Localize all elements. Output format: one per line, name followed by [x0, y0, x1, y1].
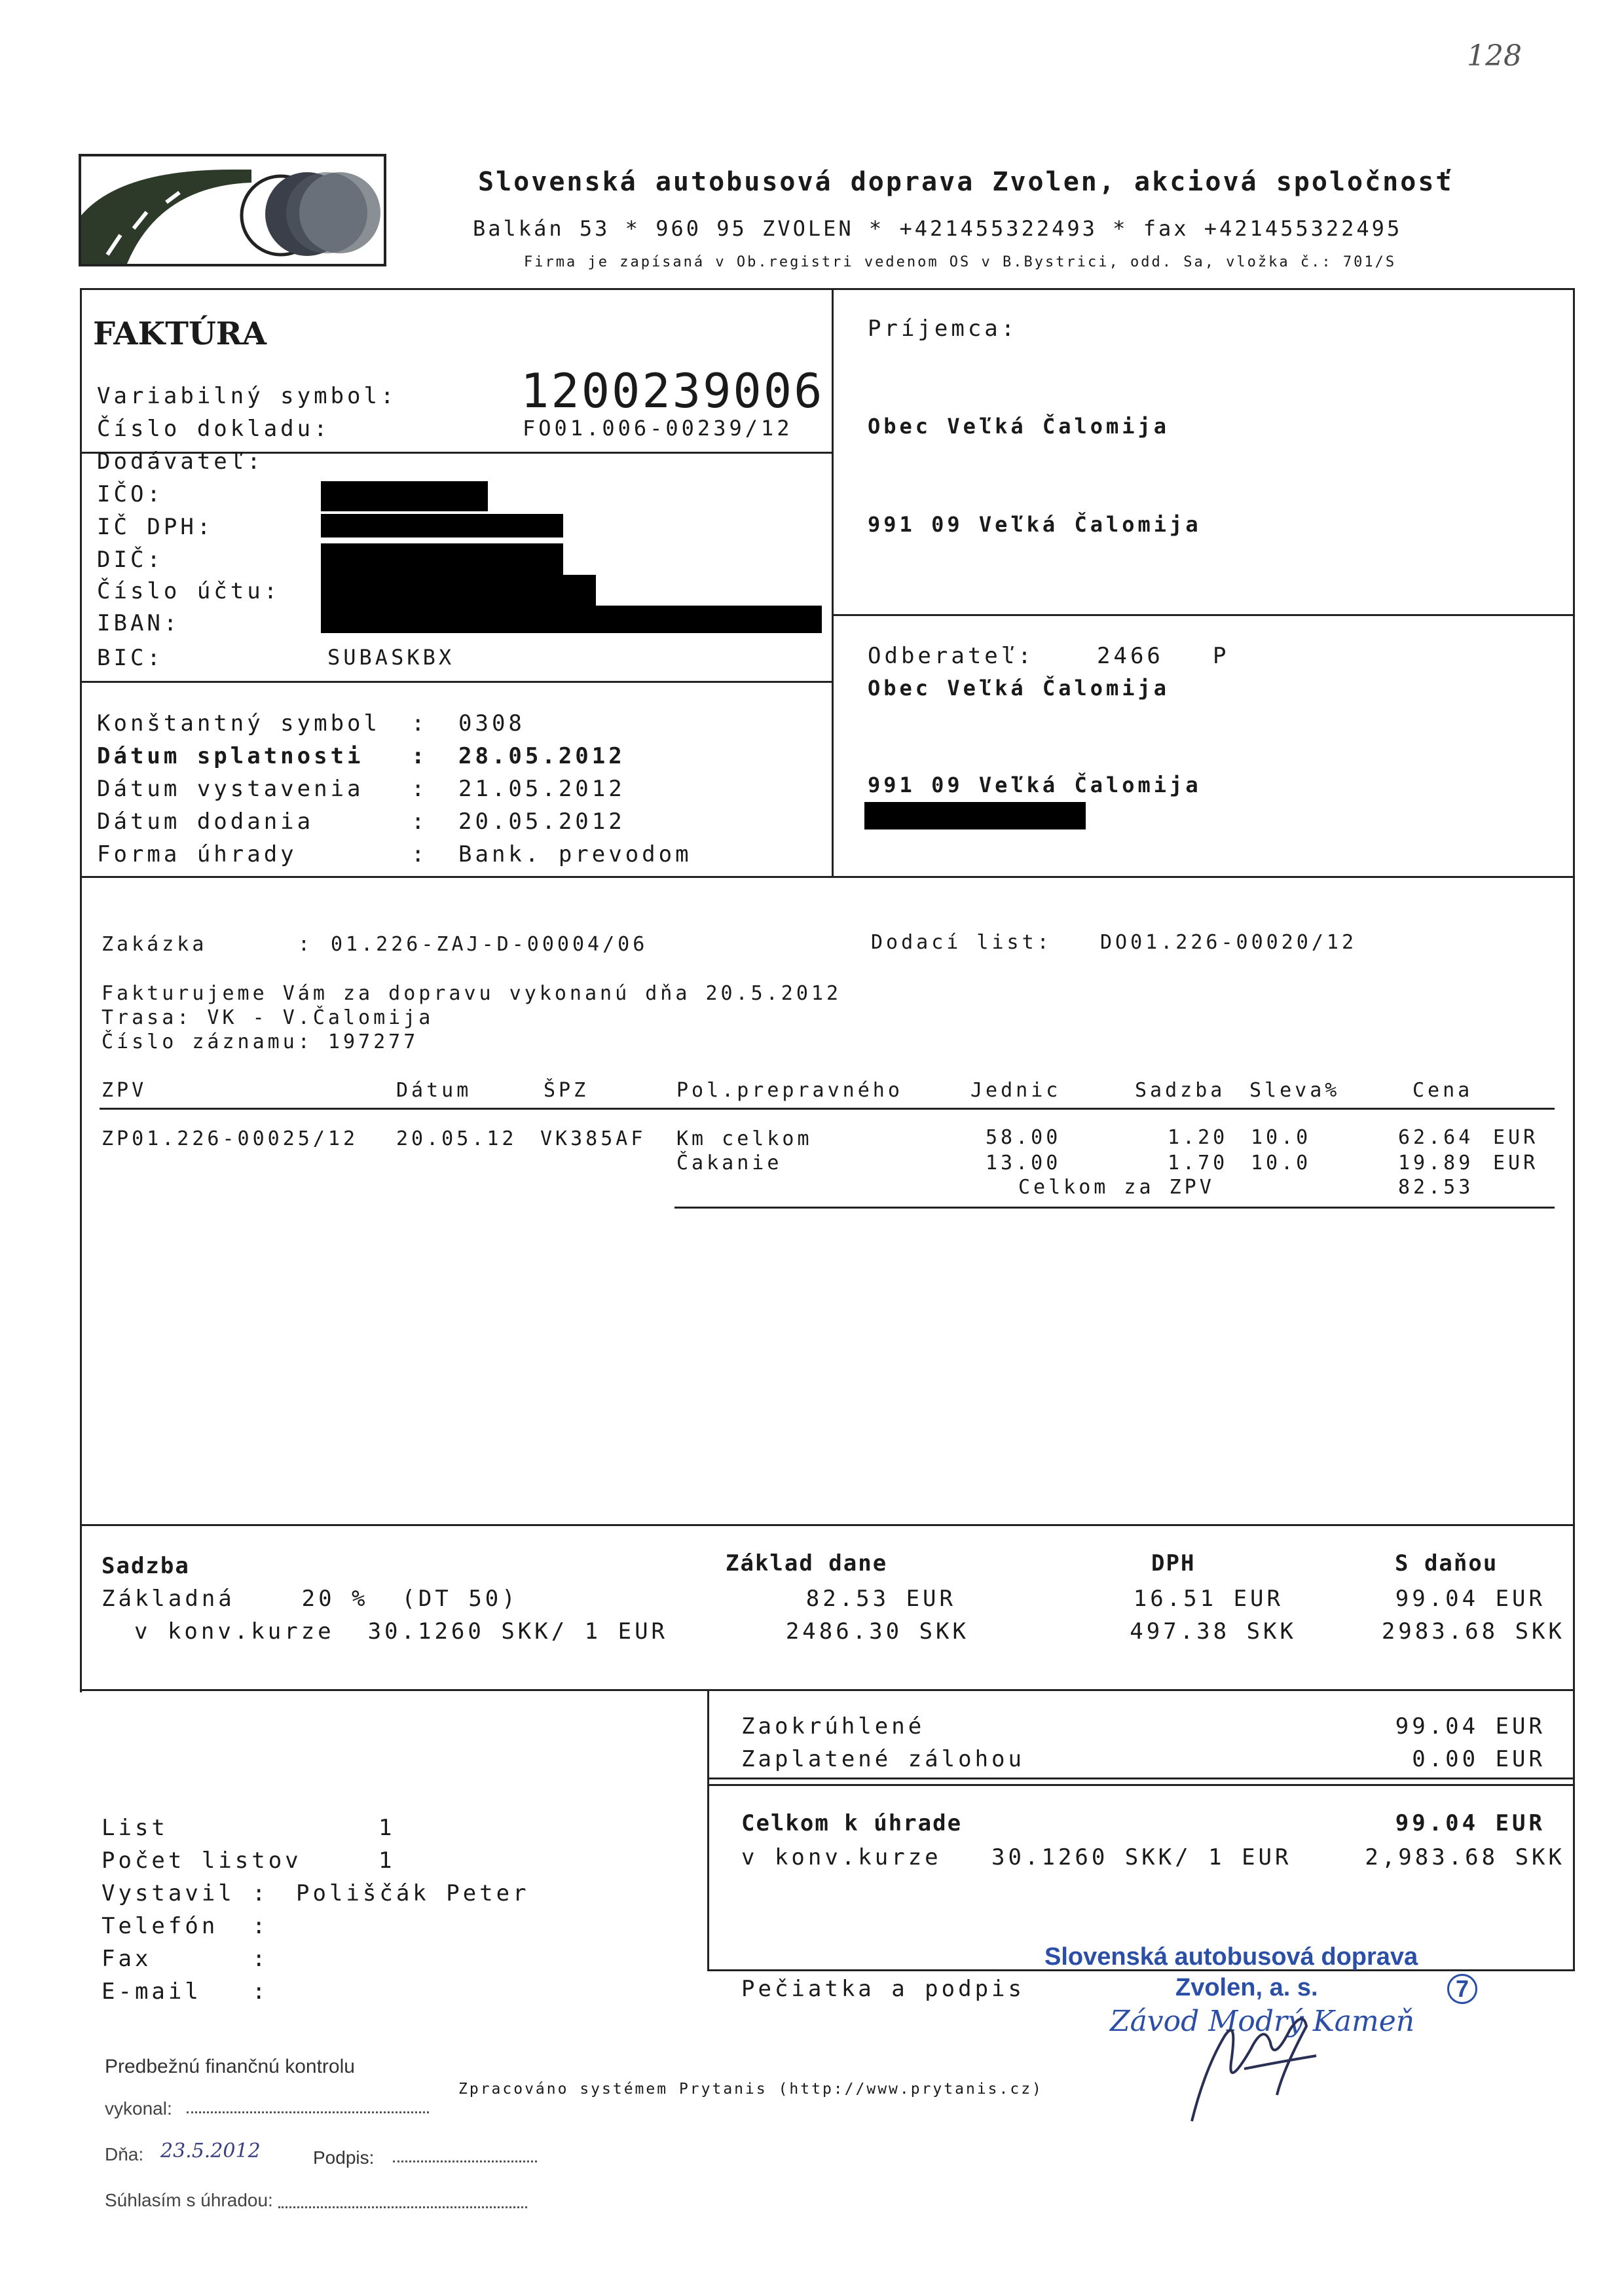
prepaid-label: Zaplatené zálohou	[741, 1746, 1025, 1772]
account-label: Číslo účtu:	[97, 578, 281, 604]
redaction-ico	[321, 481, 488, 511]
bic-value: SUBASKBX	[327, 645, 455, 670]
company-address: Balkán 53 * 960 95 ZVOLEN * +421455322493 * fax +421455322495	[473, 216, 1403, 241]
stamp-line-2: Zvolen, a. s.	[1175, 1974, 1318, 2001]
term-separator: :	[411, 841, 428, 867]
cell-rate: 1.20	[1168, 1126, 1228, 1149]
order-description: Fakturujeme Vám za dopravu vykonanú dňa 20.5.2012	[101, 982, 842, 1005]
doc-number-label: Číslo dokladu:	[97, 416, 331, 442]
cell-date: 20.05.12	[396, 1127, 517, 1150]
subtotal-value: 82.53	[1398, 1176, 1474, 1199]
issued-value: Poliščák Peter	[296, 1880, 530, 1906]
stamp-number: 7	[1447, 1974, 1477, 2004]
cell-rate: 1.70	[1168, 1152, 1228, 1175]
vat-total-eur: 99.04 EUR	[1395, 1586, 1545, 1612]
company-registry: Firma je zapísaná v Ob.registri vedenom OS v B.Bystrici, odd. Sa, vložka č.: 701/S	[524, 254, 1397, 270]
customer-flag: P	[1213, 643, 1230, 669]
vat-dph-header: DPH	[1151, 1550, 1196, 1576]
handwritten-page-number: 128	[1467, 39, 1522, 73]
recipient-address: 991 09 Veľká Čalomija	[868, 512, 1202, 537]
order-value: 01.226-ZAJ-D-00004/06	[331, 933, 648, 956]
ic-dph-label: IČ DPH:	[97, 514, 214, 540]
term-separator: :	[411, 743, 428, 769]
cell-units: 13.00	[986, 1152, 1061, 1175]
phone-label: Telefón	[101, 1913, 219, 1939]
term-value: 0308	[458, 710, 525, 737]
vat-base-header: Základ dane	[726, 1550, 888, 1576]
cell-currency: EUR	[1493, 1126, 1539, 1149]
control-line-4: Súhlasím s úhradou:	[105, 2190, 273, 2210]
recipient-label: Príjemca:	[868, 316, 1018, 342]
prepaid-value: 0.00 EUR	[1412, 1746, 1545, 1772]
customer-label: Odberateľ:	[868, 643, 1035, 669]
subtotal-label: Celkom za ZPV	[1018, 1176, 1215, 1199]
vat-total-skk: 2983.68 SKK	[1381, 1618, 1565, 1645]
cell-item: Km celkom	[676, 1127, 813, 1150]
col-header-date: Dátum	[396, 1079, 472, 1102]
order-route: Trasa: VK - V.Čalomija	[101, 1006, 434, 1029]
cell-item: Čakanie	[676, 1152, 783, 1175]
redaction-iban	[321, 606, 822, 633]
vat-base-skk: 2486.30 SKK	[785, 1618, 969, 1645]
col-header-item: Pol.prepravného	[676, 1079, 903, 1102]
order-separator: :	[298, 933, 314, 956]
col-header-discount: Sleva%	[1249, 1079, 1340, 1102]
term-value-due-date: 28.05.2012	[458, 743, 625, 769]
term-label: Forma úhrady	[97, 841, 297, 867]
due-label: Celkom k úhrade	[741, 1810, 963, 1836]
cell-discount: 10.0	[1251, 1126, 1312, 1149]
col-header-price: Cena	[1412, 1079, 1473, 1102]
cell-discount: 10.0	[1251, 1152, 1312, 1175]
cell-zpv: ZP01.226-00025/12	[101, 1127, 359, 1150]
term-label-due-date: Dátum splatnosti	[97, 743, 364, 769]
vat-total-header: S daňou	[1395, 1550, 1498, 1576]
cell-currency: EUR	[1493, 1152, 1539, 1175]
recipient-name: Obec Veľká Čalomija	[868, 414, 1170, 439]
email-label: E-mail	[101, 1978, 202, 2005]
pages-label: Počet listov	[101, 1848, 302, 1874]
customer-address: 991 09 Veľká Čalomija	[868, 773, 1202, 797]
company-name: Slovenská autobusová doprava Zvolen, akciová spoločnosť	[478, 167, 1454, 197]
control-date-label: Dňa:	[105, 2144, 144, 2164]
variable-symbol-value: 1200239006	[521, 363, 824, 418]
email-separator: :	[252, 1978, 269, 2005]
col-header-rate: Sadzba	[1135, 1079, 1226, 1102]
due-value: 99.04 EUR	[1395, 1810, 1545, 1836]
variable-symbol-label: Variabilný symbol:	[97, 383, 397, 409]
ico-label: IČO:	[97, 481, 164, 507]
redaction-dic	[321, 543, 563, 576]
supplier-label: Dodávateľ:	[97, 448, 264, 475]
cell-price: 19.89	[1398, 1152, 1474, 1175]
control-line-1: Predbežnú finančnú kontrolu	[105, 2056, 355, 2077]
list-label: List	[101, 1815, 168, 1841]
term-separator: :	[411, 809, 428, 835]
redaction-customer	[864, 802, 1086, 829]
control-sign-label: Podpis:	[313, 2147, 375, 2168]
vat-dph-eur: 16.51 EUR	[1133, 1586, 1283, 1612]
cell-price: 62.64	[1398, 1126, 1474, 1149]
col-header-zpv: ZPV	[101, 1079, 147, 1102]
control-date-value: 23.5.2012	[160, 2140, 261, 2162]
term-separator: :	[411, 710, 428, 737]
term-value: 21.05.2012	[458, 776, 625, 802]
cell-units: 58.00	[986, 1126, 1061, 1149]
stamp-signature-label: Pečiatka a podpis	[741, 1976, 1025, 2002]
doc-number-value: FO01.006-00239/12	[523, 416, 793, 441]
issued-separator: :	[252, 1880, 269, 1906]
cell-spz: VK385AF	[540, 1127, 646, 1150]
fax-label: Fax	[101, 1946, 152, 1972]
stamp-line-3: Závod Modrý Kameň	[1110, 2005, 1415, 2038]
list-value: 1	[378, 1815, 396, 1841]
col-header-units: Jednic	[970, 1079, 1061, 1102]
due-conv-label: v konv.kurze 30.1260 SKK/ 1 EUR	[741, 1844, 1292, 1870]
term-label: Dátum vystavenia	[97, 776, 364, 802]
fax-separator: :	[252, 1946, 269, 1972]
issued-label: Vystavil	[101, 1880, 235, 1906]
due-conv-value: 2,983.68 SKK	[1365, 1844, 1565, 1870]
col-header-spz: ŠPZ	[544, 1079, 589, 1102]
customer-name: Obec Veľká Čalomija	[868, 676, 1170, 701]
pages-value: 1	[378, 1848, 396, 1874]
delivery-note-label: Dodací list:	[871, 931, 1052, 954]
rounded-label: Zaokrúhlené	[741, 1713, 925, 1740]
vat-rate-line: Základná 20 % (DT 50)	[101, 1586, 519, 1612]
redaction-ic-dph	[321, 514, 563, 538]
iban-label: IBAN:	[97, 610, 181, 636]
order-record-number: Číslo záznamu: 197277	[101, 1030, 419, 1053]
order-label: Zakázka	[101, 933, 208, 956]
logo-graphic	[81, 156, 384, 264]
term-value: Bank. prevodom	[458, 841, 692, 867]
term-label: Konštantný symbol	[97, 710, 380, 737]
delivery-note-value: DO01.226-00020/12	[1100, 931, 1357, 954]
customer-code: 2466	[1097, 643, 1164, 669]
stamp-line-1: Slovenská autobusová doprava	[1044, 1943, 1418, 1971]
phone-separator: :	[252, 1913, 269, 1939]
invoice-title: FAKTÚRA	[93, 316, 267, 352]
vat-dph-skk: 497.38 SKK	[1130, 1618, 1297, 1645]
term-label: Dátum dodania	[97, 809, 314, 835]
vat-rate-header: Sadzba	[101, 1553, 190, 1579]
bic-label: BIC:	[97, 645, 164, 671]
term-value: 20.05.2012	[458, 809, 625, 835]
redaction-account	[321, 575, 596, 609]
control-line-2: vykonal:	[105, 2098, 172, 2119]
generated-by: Zpracováno systémem Prytanis (http://www.prytanis.cz)	[458, 2081, 1043, 2098]
dic-label: DIČ:	[97, 547, 164, 573]
vat-base-eur: 82.53 EUR	[805, 1586, 956, 1612]
handwritten-signature	[1166, 1990, 1336, 2134]
vat-conv-line: v konv.kurze 30.1260 SKK/ 1 EUR	[134, 1618, 669, 1645]
term-separator: :	[411, 776, 428, 802]
rounded-value: 99.04 EUR	[1395, 1713, 1545, 1740]
company-logo	[79, 154, 386, 266]
